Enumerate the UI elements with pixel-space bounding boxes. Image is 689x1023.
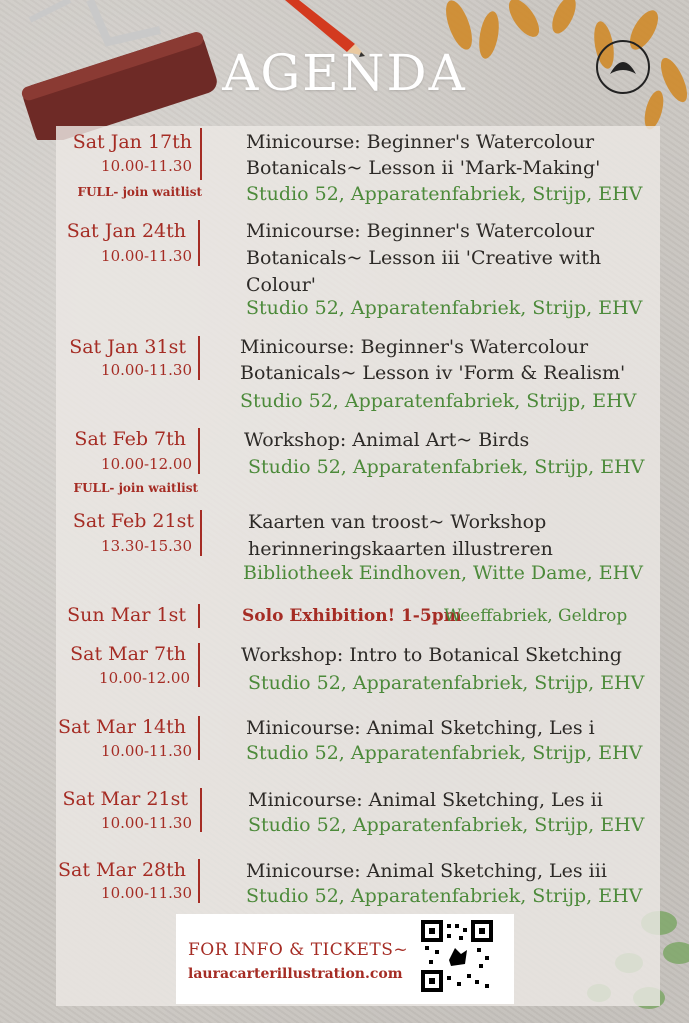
- event-date: Sat Mar 28th: [58, 859, 186, 881]
- event-title-line: Botanicals~ Lesson iii 'Creative with: [246, 247, 602, 269]
- divider: [200, 128, 202, 180]
- event-date: Sun Mar 1st: [67, 604, 186, 626]
- event-location: Studio 52, Apparatenfabriek, Strijp, EHV: [246, 885, 643, 907]
- event-location: Studio 52, Apparatenfabriek, Strijp, EHV: [240, 390, 637, 412]
- divider: [198, 336, 200, 380]
- event-location: Studio 52, Apparatenfabriek, Strijp, EHV: [246, 297, 643, 319]
- divider: [198, 716, 200, 760]
- divider: [198, 604, 200, 628]
- event-date: Sat Mar 14th: [58, 716, 186, 738]
- event-title-line: Minicourse: Animal Sketching, Les iii: [246, 860, 607, 882]
- event-time: 10.00-11.30: [101, 884, 192, 902]
- event-location: Studio 52, Apparatenfabriek, Strijp, EHV: [246, 183, 643, 205]
- event-location: Studio 52, Apparatenfabriek, Strijp, EHV: [248, 672, 645, 694]
- divider: [200, 510, 202, 556]
- event-title-line: Minicourse: Beginner's Watercolour: [240, 336, 589, 358]
- divider: [198, 643, 200, 687]
- event-title-line: herinneringskaarten illustreren: [248, 538, 553, 560]
- event-location: Bibliotheek Eindhoven, Witte Dame, EHV: [243, 562, 643, 584]
- divider: [198, 859, 200, 903]
- event-title-line: Minicourse: Beginner's Watercolour: [246, 220, 595, 242]
- event-time: 10.00-11.30: [101, 814, 192, 832]
- event-title-line: Workshop: Intro to Botanical Sketching: [241, 644, 622, 666]
- event-title-line: Botanicals~ Lesson iv 'Form & Realism': [240, 362, 626, 384]
- page-title: AGENDA: [222, 44, 467, 102]
- event-title-line: Kaarten van troost~ Workshop: [248, 511, 547, 533]
- event-date: Sat Mar 7th: [70, 643, 186, 665]
- event-date: Sat Feb 21st: [72, 510, 194, 532]
- divider: [200, 788, 202, 832]
- event-title-line: Botanicals~ Lesson ii 'Mark-Making': [246, 157, 601, 179]
- divider: [198, 220, 200, 266]
- website-link[interactable]: lauracarterillustration.com: [188, 966, 403, 982]
- event-location: Weeffabriek, Geldrop: [444, 606, 628, 626]
- event-time: 10.00-11.30: [101, 742, 192, 760]
- event-time: 10.00-11.30: [101, 157, 192, 175]
- event-location: Studio 52, Apparatenfabriek, Strijp, EHV: [248, 456, 645, 478]
- event-title-line: Colour': [246, 274, 317, 296]
- event-highlight: Solo Exhibition! 1-5pm: [242, 606, 462, 626]
- event-time: 10.00-12.00: [101, 455, 192, 473]
- event-location: Studio 52, Apparatenfabriek, Strijp, EHV: [248, 814, 645, 836]
- event-date: Sat Jan 31st: [69, 336, 186, 358]
- event-time: 13.30-15.30: [101, 537, 192, 555]
- event-time: 10.00-11.30: [101, 247, 192, 265]
- event-title-line: Minicourse: Beginner's Watercolour: [246, 131, 595, 153]
- event-title-line: Minicourse: Animal Sketching, Les ii: [248, 789, 603, 811]
- event-note: FULL- join waitlist: [77, 185, 202, 199]
- qr-code-icon[interactable]: [421, 920, 493, 992]
- event-date: Sat Mar 21st: [62, 788, 188, 810]
- event-note: FULL- join waitlist: [73, 481, 198, 495]
- event-time: 10.00-12.00: [99, 669, 190, 687]
- info-label: FOR INFO & TICKETS~: [188, 940, 409, 960]
- event-title-line: Minicourse: Animal Sketching, Les i: [246, 717, 595, 739]
- event-location: Studio 52, Apparatenfabriek, Strijp, EHV: [246, 742, 643, 764]
- event-date: Sat Feb 7th: [74, 428, 186, 450]
- event-date: Sat Jan 17th: [72, 131, 192, 153]
- event-time: 10.00-11.30: [101, 361, 192, 379]
- divider: [198, 428, 200, 474]
- event-date: Sat Jan 24th: [66, 220, 186, 242]
- event-title-line: Workshop: Animal Art~ Birds: [244, 429, 530, 451]
